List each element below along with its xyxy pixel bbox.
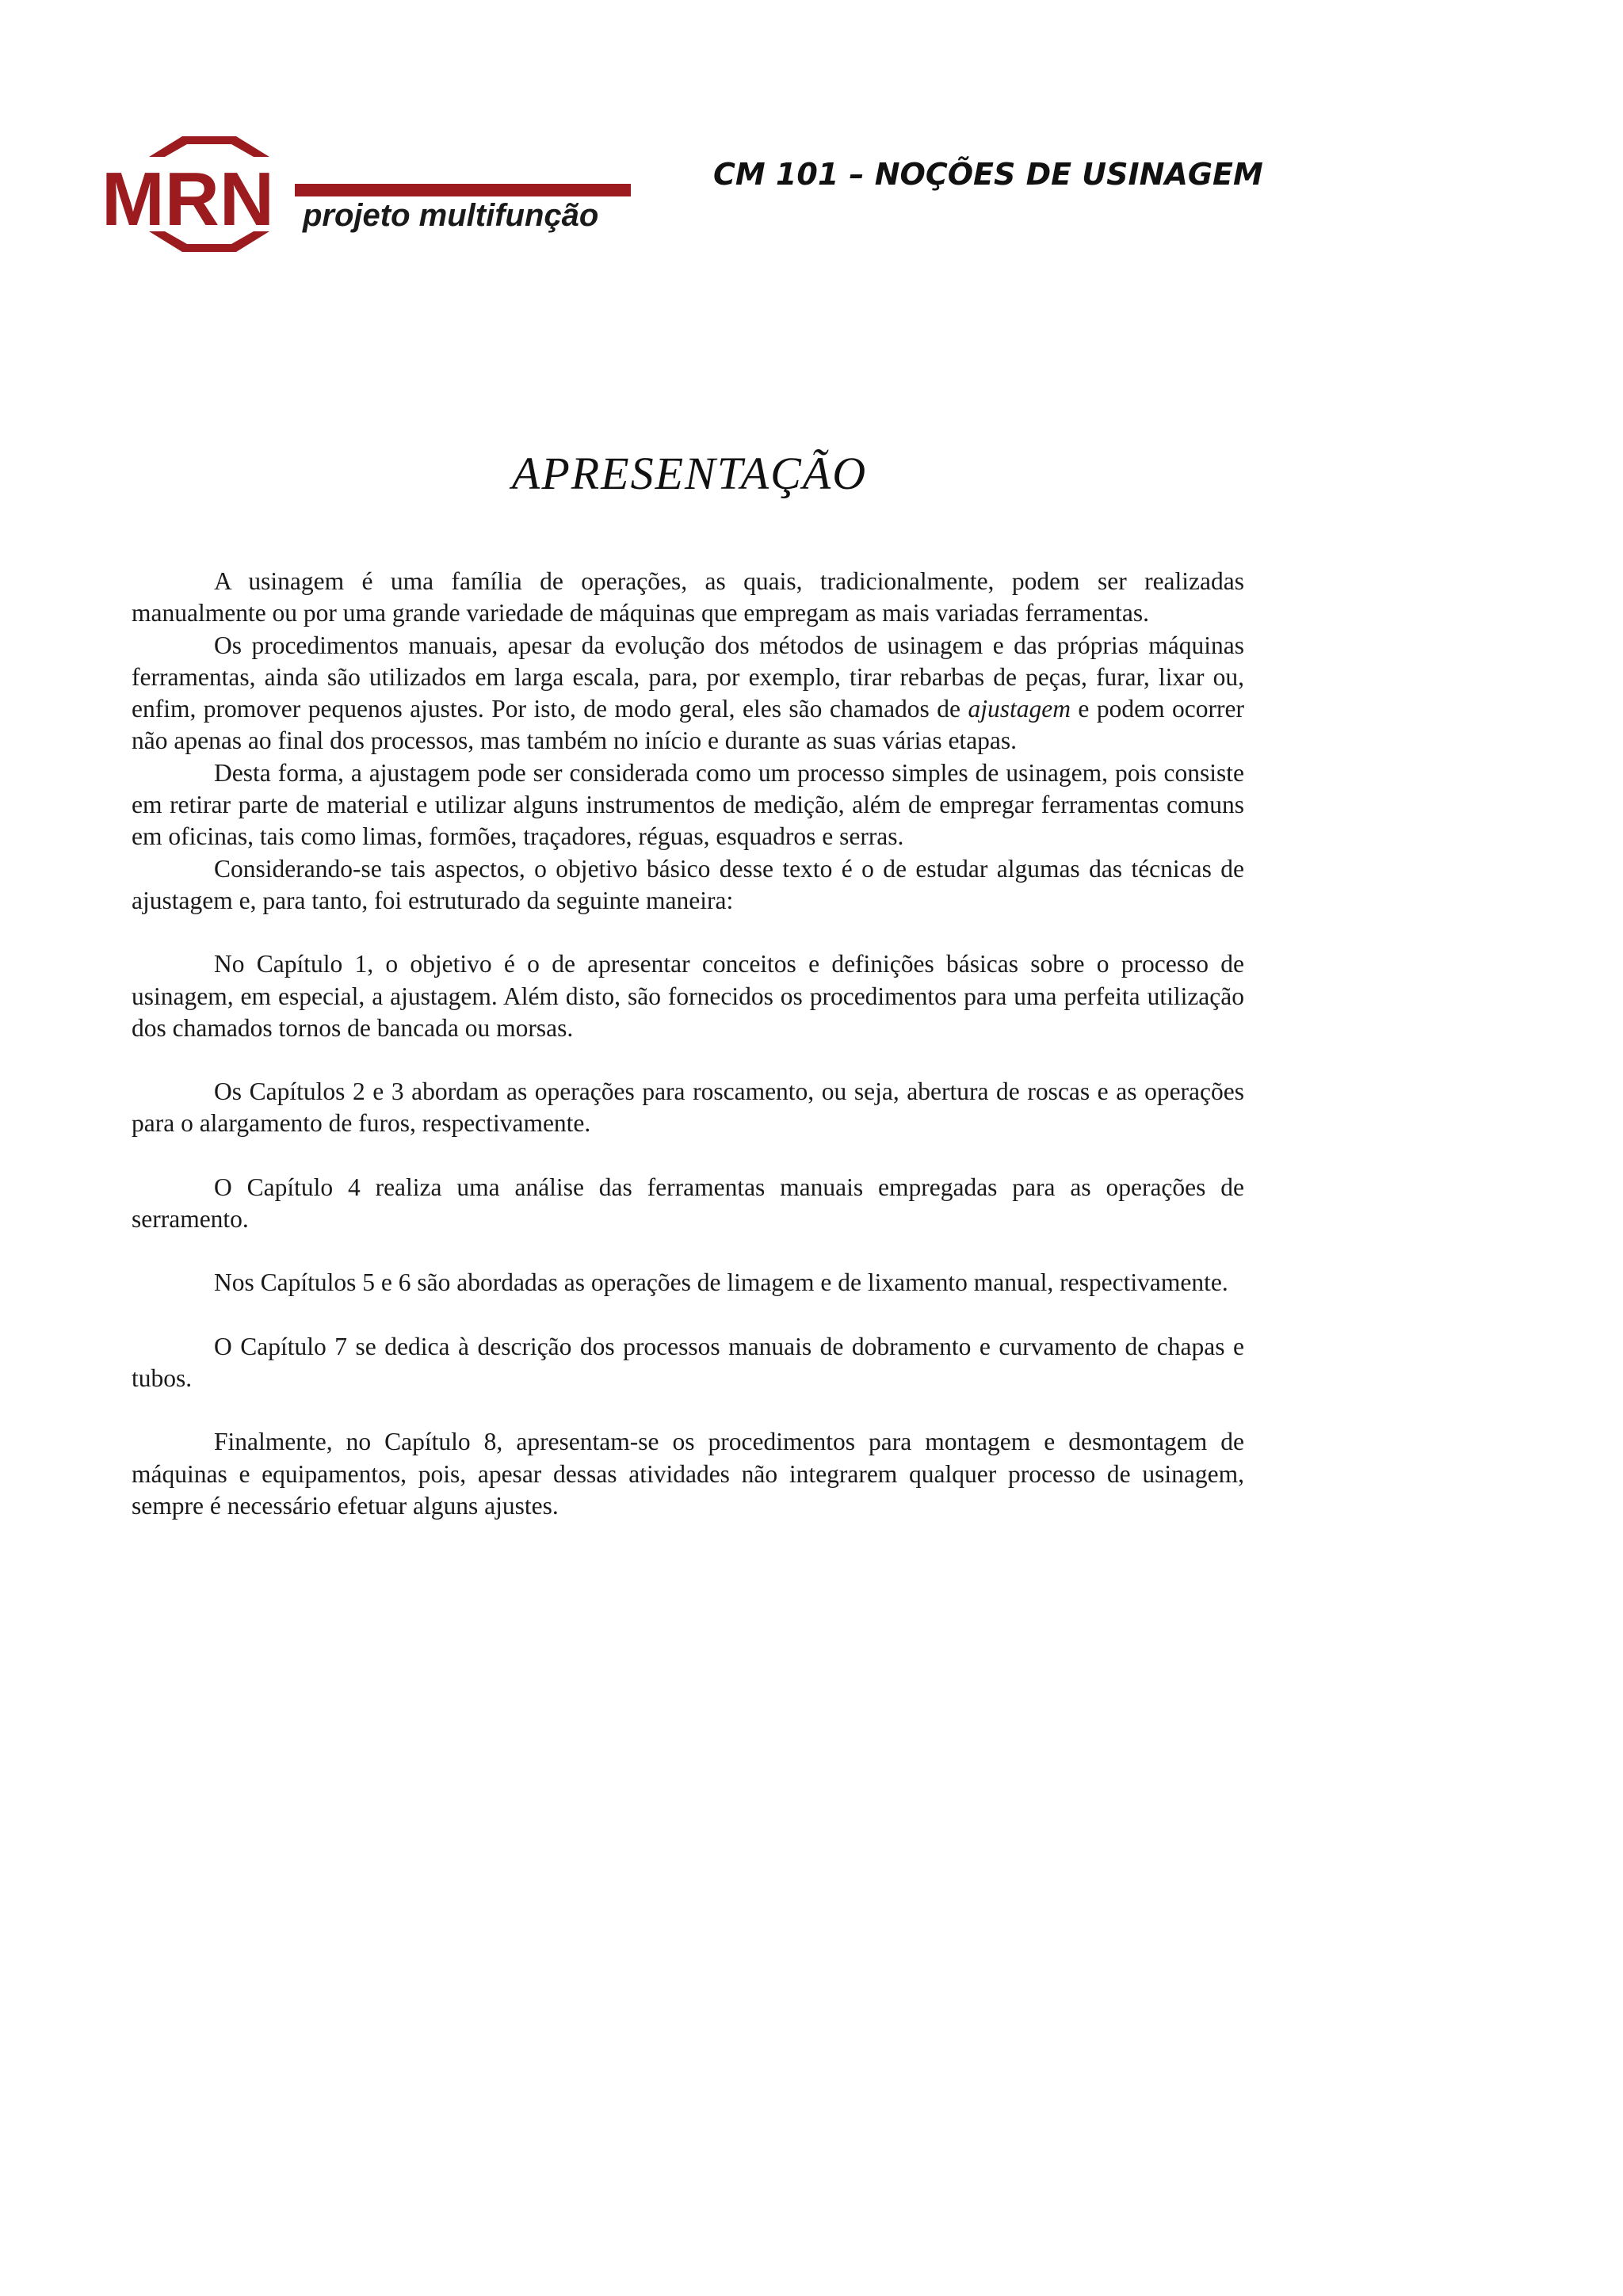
- paragraph: Desta forma, a ajustagem pode ser considerada como um processo simples de usinagem, pois consiste em retirar parte de material e utilizar alguns instrumentos de medição, além de empregar ferramentas comuns em oficinas, tais como limas, formões, traçadores, réguas, esquadros e serras.: [132, 758, 1244, 851]
- body-text: [132, 566, 1244, 1522]
- paragraph: Os procedimentos manuais, apesar da evolução dos métodos de usinagem e das próprias máquinas ferramentas, ainda são utilizados em larga escala, para, por exemplo, tirar rebarbas de peças, furar, lixar ou, enfim, promover pequenos ajustes. Por isto, de modo geral, eles são chamados de ajustagem e podem ocorrer não apenas ao final dos processos, mas também no início e durante as suas várias etapas.: [132, 631, 1244, 755]
- paragraph: A usinagem é uma família de operações, as quais, tradicionalmente, podem ser realizadas manualmente ou por uma grande variedade de máquinas que empregam as mais variadas ferramentas.: [132, 567, 1244, 627]
- logo-letters: MRN: [101, 157, 274, 242]
- page-title: APRESENTAÇÃO: [511, 448, 868, 499]
- paragraph: Os Capítulos 2 e 3 abordam as operações para roscamento, ou seja, abertura de roscas e as operações para o alargamento de furos, respectivamente.: [132, 1077, 1244, 1138]
- paragraph: O Capítulo 7 se dedica à descrição dos processos manuais de dobramento e curvamento de chapas e tubos.: [132, 1332, 1244, 1392]
- logo-subtitle: projeto multifunção: [303, 198, 599, 233]
- paragraph: Considerando-se tais aspectos, o objetivo básico desse texto é o de estudar algumas das técnicas de ajustagem e, para tanto, foi estruturado da seguinte maneira:: [132, 854, 1244, 914]
- paragraph: Nos Capítulos 5 e 6 são abordadas as operações de limagem e de lixamento manual, respectivamente.: [214, 1268, 1228, 1297]
- paragraph: O Capítulo 4 realiza uma análise das ferramentas manuais empregadas para as operações de serramento.: [132, 1173, 1244, 1234]
- paragraph: No Capítulo 1, o objetivo é o de apresentar conceitos e definições básicas sobre o processo de usinagem, em especial, a ajustagem. Além disto, são fornecidos os procedimentos para uma perfeita utilização dos chamados tornos de bancada ou morsas.: [132, 950, 1244, 1042]
- mrn-logo: [101, 132, 632, 266]
- emphasis: ajustagem: [968, 695, 1071, 723]
- document-code: CM 101 – NOÇÕES DE USINAGEM: [713, 157, 1263, 192]
- paragraph: Finalmente, no Capítulo 8, apresentam-se os procedimentos para montagem e desmontagem de máquinas e equipamentos, pois, apesar dessas atividades não integrarem qualquer processo de usinagem, sempre é necessário efetuar alguns ajustes.: [132, 1428, 1244, 1520]
